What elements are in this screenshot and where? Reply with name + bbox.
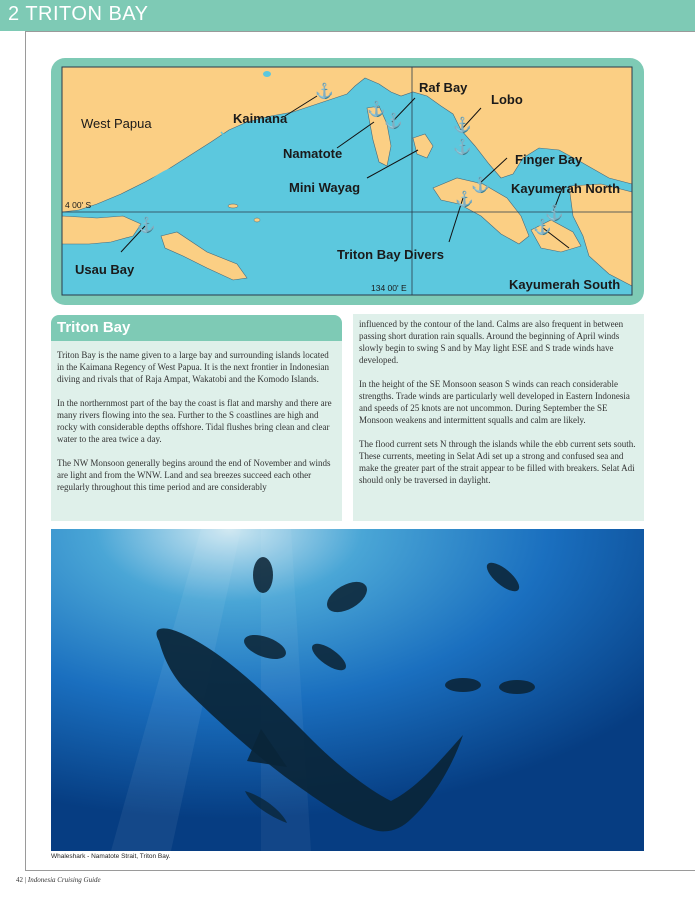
label-namatote: Namatote <box>283 146 343 161</box>
paragraph: In the height of the SE Monsoon season S winds can reach considerable strengths. Trade winds are particularly well developed in Eastern Indonesia and speeds of 25 knots are not uncommon. During September the SE Monsoon weakens and intermittent squalls and calm are likely. <box>359 379 630 425</box>
page-frame-left <box>25 31 26 871</box>
chapter-header-bar <box>0 0 695 31</box>
anchor-icon: ⚓ <box>455 192 474 208</box>
text-column-right <box>353 314 644 521</box>
paragraph: influenced by the contour of the land. Calms are also frequent in between passing short duration rain squalls. Around the beginning of April winds slowly begin to swing S and by May light ESE and S trade winds have developed. <box>359 319 624 365</box>
label-kaimana: Kaimana <box>233 111 288 126</box>
anchor-icon: ⚓ <box>367 102 386 118</box>
diver <box>499 680 535 694</box>
anchor-icon: ⚓ <box>453 118 472 134</box>
page-frame-bottom <box>25 870 695 871</box>
label-lobo: Lobo <box>491 92 523 107</box>
diver <box>253 557 273 593</box>
section-title-bar <box>51 315 342 341</box>
label-finger-bay: Finger Bay <box>515 152 583 167</box>
islet <box>228 204 238 208</box>
label-usau-bay: Usau Bay <box>75 262 135 277</box>
anchor-icon: ⚓ <box>533 220 552 236</box>
paragraph: Triton Bay is the name given to a large bay and surrounding islands located in the Kaimana Regency of West Papua. It is the next frontier in Indonesian diving and rivals that of Raja Ampat, Wakatobi and the Komodo Islands. <box>57 350 330 384</box>
whaleshark-photo <box>51 529 644 851</box>
longitude-label: 134 00' E <box>371 283 407 293</box>
section-title: Triton Bay <box>57 319 131 336</box>
anchor-icon: ⚓ <box>384 114 403 130</box>
label-kayumerah-south: Kayumerah South <box>509 277 621 292</box>
chapter-title: 2 TRITON BAY <box>8 3 149 25</box>
label-kayumerah-north: Kayumerah North <box>511 181 621 196</box>
triton-bay-map <box>61 66 634 297</box>
paragraph: The flood current sets N through the islands while the ebb current sets south. These currents, meeting in Selat Adi set up a strong and confused sea and make the greater part of the strait appear to be filled with breakers. Selat Adi should only be traversed in daylight. <box>359 439 636 485</box>
lake <box>263 71 271 77</box>
page-frame-top <box>25 31 695 32</box>
map-panel <box>51 58 644 305</box>
latitude-label: 4 00' S <box>65 200 92 210</box>
anchor-icon: ⚓ <box>471 178 490 194</box>
diver <box>445 678 481 692</box>
page-footer <box>16 876 101 884</box>
anchor-icon: ⚓ <box>315 84 334 100</box>
underwater-scene <box>51 529 644 851</box>
text-column-left <box>51 341 342 521</box>
label-mini-wayag: Mini Wayag <box>289 180 361 195</box>
footer-separator: | <box>24 876 27 884</box>
anchor-icon: ⚓ <box>453 140 472 156</box>
anchor-icon: ⚓ <box>137 218 156 234</box>
publication-name: Indonesia Cruising Guide <box>27 876 101 884</box>
paragraph: In the northernmost part of the bay the coast is flat and marshy and there are many rivers flowing into the sea. Further to the S coastlines are high and rocky with considerable depths offshore. Tidal flushes bring clean and clear water to the area twice a day. <box>57 398 332 444</box>
photo-caption: Whaleshark - Namatote Strait, Triton Bay. <box>51 853 171 860</box>
anchor-icon: ⚓ <box>545 206 564 222</box>
label-raf-bay: Raf Bay <box>419 80 468 95</box>
paragraph: The NW Monsoon generally begins around the end of November and winds are light and from the WNW. Land and sea breezes succeed each other regularly throughout this time period and are considerably <box>57 458 331 492</box>
islet <box>254 218 260 222</box>
page-number: 42 <box>16 876 23 884</box>
label-west-papua: West Papua <box>81 116 152 131</box>
label-triton-bay-divers: Triton Bay Divers <box>337 247 444 262</box>
